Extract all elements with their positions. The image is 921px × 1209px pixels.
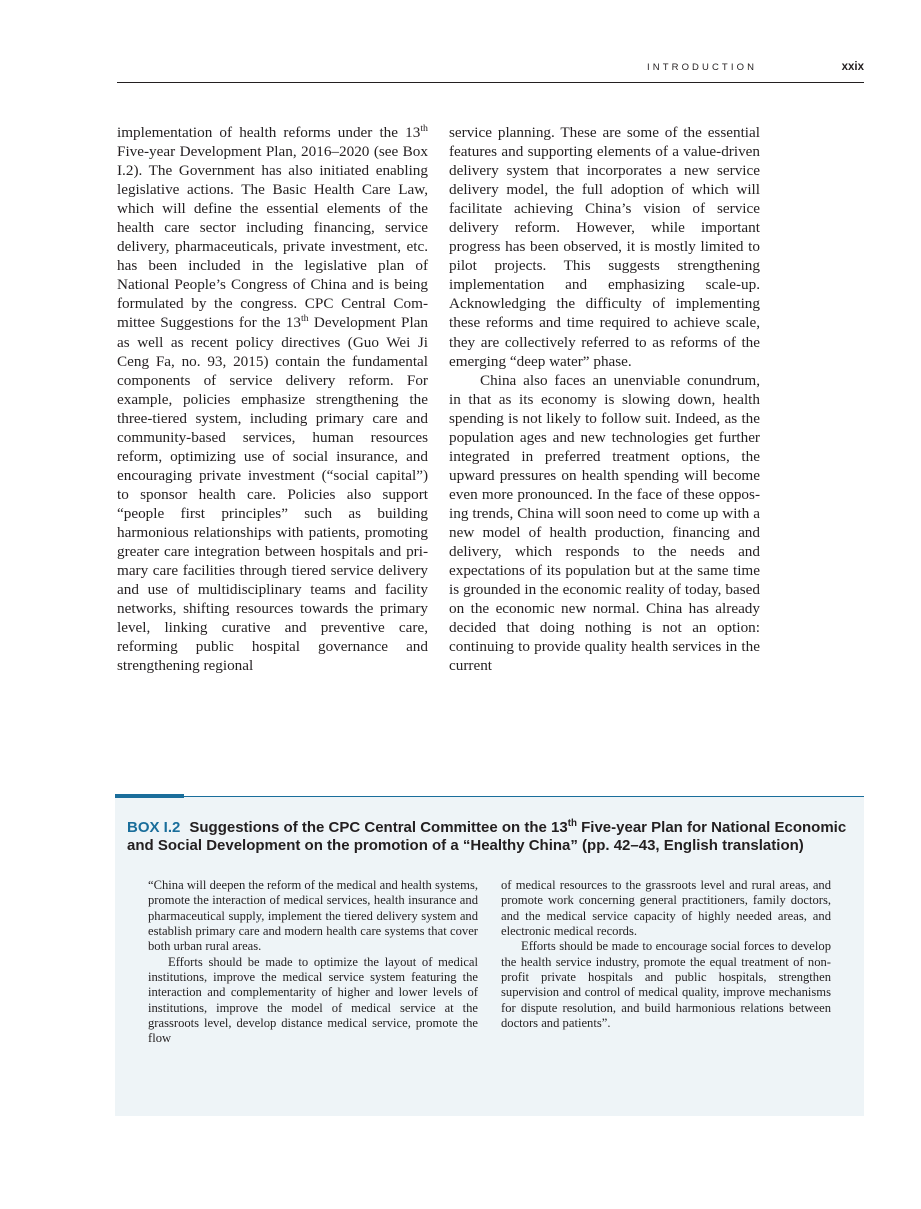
left-text-column [117, 123, 428, 675]
paragraph: service planning. These are some of the essential features and supporting elements of a value-driven delivery system that incorporates a new service delivery model, the full adoption of which will facilitate achieving China’s vision of service delivery reform. However, while important progress has been observed, it is mostly limited to pilot projects. This suggests strengthening implementation and emphasizing scale-up. Acknowledging the difficulty of implementing these reforms and time required to achieve scale, they are collectively referred to as reforms of the emerging “deep water” phase. [449, 124, 760, 370]
text-run: Development Plan as well as recent policy directives (Guo Wei Ji Ceng Fa, no. 93, 2015) contain the fundamental components of service delivery reform. For example, policies emphasize strengthening the three-tiered system, including primary care and community-based services, human resources reform, optimizing use of social insurance, and encouraging private investment (“social capital”) to sponsor health care. Policies also support “people first principles” such as building harmonious relationships with patients, promoting greater care integration between hospitals and primary care facilities through tiered service delivery and use of multidisciplinary teams and facility networks, shifting resources towards the primary level, linking curative and preventive care, reforming public hospital governance and strengthening regional [117, 314, 428, 675]
paragraph [117, 123, 428, 675]
box-right-column [501, 878, 831, 1031]
box-label: BOX I.2 [127, 819, 181, 836]
running-header [117, 61, 864, 83]
box-i2 [115, 796, 864, 1116]
box-paragraph: Efforts should be made to optimize the layout of medical institutions, improve the medical service system featuring the interaction and complementarity of higher and lower levels of institutions, improve the model of medical service at the grassroots level, develop distance medical service, promote the flow [148, 954, 478, 1046]
box-heading [127, 819, 847, 854]
superscript: th [300, 313, 309, 325]
text-run: Five-year Development Plan, 2016–2020 (see Box I.2). The Government has also initiated enabling legislative actions. The Basic Health Care Law, which will define the essential elements of the health care sector including financing, service delivery, pharmaceuticals, private investment, etc. has been included in the legislative plan of National People’s Congress of China and is being formulated by the congress. CPC Central Committee Suggestions for the 13 [117, 143, 428, 332]
box-paragraph: Efforts should be made to encourage social forces to develop the health service industry, promote the equal treatment of non-profit private hospitals and public hospitals, strengthen supervision and control of medical quality, improve mechanisms for dispute resolution, and build harmonious relations between doctors and patients”. [501, 939, 831, 1031]
box-accent-bar [115, 794, 184, 798]
box-title: Five-year Plan for National Economic and Social Development on the promotion of a “Healthy China” (pp. 42–43, English translation) [127, 819, 847, 854]
paragraph: China also faces an unenviable conundrum, in that as its economy is slowing down, health spending is not likely to follow suit. Indeed, as the population ages and new technologies get further integrated in preferred treatment options, the upward pressures on health spending will become even more pronounced. In the face of these opposing trends, China will soon need to come up with a new model of health production, financing and delivery, which responds to the needs and expectations of its population but at the same time is grounded in the economic reality of today, based on the economic new normal. China has already decided that doing nothing is not an option: continuing to provide quality health services in the current [449, 371, 760, 675]
box-paragraph: “China will deepen the reform of the medical and health systems, promote the interaction of medical services, health insurance and pharmaceutical supply, implement the tiered delivery system and establish primary care and modern health care systems that cover both urban rural areas. [148, 878, 478, 954]
box-paragraph: of medical resources to the grassroots level and rural areas, and promote work concerning general practitioners, family doctors, and the medical service capacity of highly needed areas, and electronic medical records. [501, 878, 831, 939]
box-title: Suggestions of the CPC Central Committee on the 13 [189, 819, 568, 836]
running-title: INTRODUCTION [647, 62, 758, 73]
superscript: th [567, 818, 577, 829]
superscript: th [420, 122, 428, 134]
box-left-column [148, 878, 478, 1047]
page-number: xxix [841, 61, 864, 73]
text-run: implementation of health reforms under the 13 [117, 124, 421, 141]
right-text-column [449, 123, 760, 675]
